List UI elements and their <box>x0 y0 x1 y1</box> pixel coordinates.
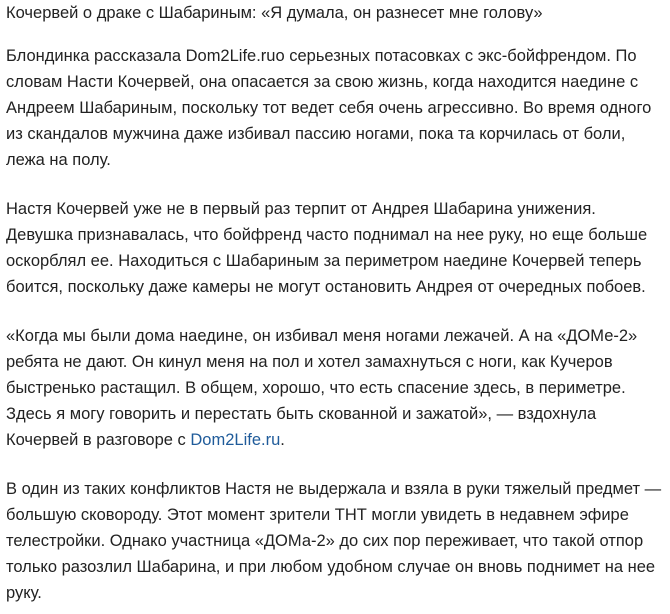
paragraph-1: Блондинка рассказала Dom2Life.ruo серьезных потасовках с экс-бойфрендом. По словам Насти Кочервей, она опасается за свою жизнь, когда находится наедине с Андреем Шабариным, поскольку тот ведет себя очень агрессивно. Во время одного из скандалов мужчина даже избивал пассию ногами, пока та корчилась от боли, лежа на полу. <box>6 47 652 169</box>
article-headline: Кочервей о драке с Шабариным: «Я думала, он разнесет мне голову» <box>6 4 543 22</box>
paragraph-2: Настя Кочервей уже не в первый раз терпит от Андрея Шабарина унижения. Девушка признавалась, что бойфренд часто поднимал на нее руку, но еще больше оскорблял ее. Находиться с Шабариным за периметром наедине Кочервей теперь боится, поскольку даже камеры не могут остановить Андрея от очередных побоев. <box>6 200 648 296</box>
quote-text: «Когда мы были дома наедине, он избивал меня ногами лежачей. А на «ДОМе-2» ребята не дают. Он кинул меня на пол и хотел замахнуться с ноги, как Кучеров быстренько растащил. В общем, хорошо, что есть спасение здесь, в периметре. Здесь я могу говорить и перестать быть скованной и зажатой», — вздохнула Кочервей в разговоре с <box>6 327 638 449</box>
quote-end: . <box>280 431 285 449</box>
source-link[interactable]: Dom2Life.ru <box>190 431 281 449</box>
paragraph-4: В один из таких конфликтов Настя не выдержала и взяла в руки тяжелый предмет — большую сковороду. Этот момент зрители ТНТ могли увидеть в недавнем эфире телестройки. Однако участница «ДОМа-2» до сих пор переживает, что такой отпор только разозлил Шабарина, и при любом удобном случае он вновь поднимет на нее руку. <box>6 480 662 602</box>
paragraph-3-quote <box>6 323 662 453</box>
